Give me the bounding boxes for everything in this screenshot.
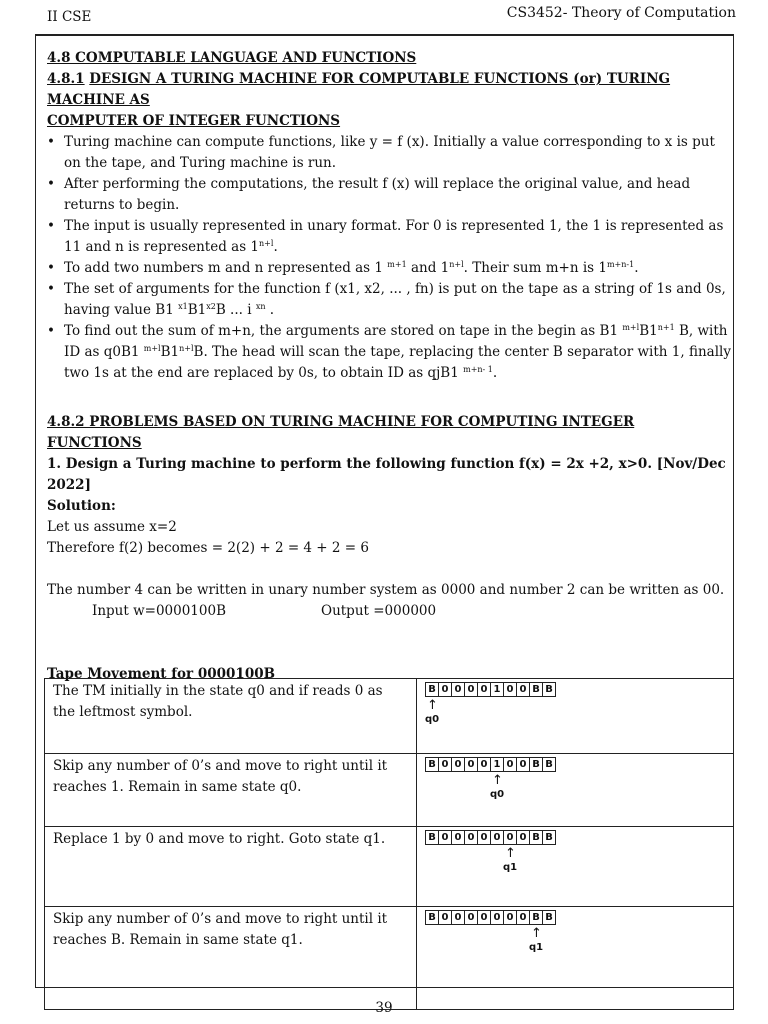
tape-cell: 0 bbox=[516, 910, 530, 925]
tape-cell: 0 bbox=[438, 757, 452, 772]
tape-cell: B bbox=[542, 910, 556, 925]
tape-cell: B bbox=[529, 910, 543, 925]
step-description: The TM initially in the state q0 and if reads 0 as the leftmost symbol. bbox=[45, 679, 417, 754]
bullet-item: • The set of arguments for the function f (x1, x2, ... , fn) is put on the tape as a string of 1s and 0s, having value B1 $^{x1}B1^{x2}B$ ... i $^{xn}$ . bbox=[64, 279, 732, 321]
tape-cell: 0 bbox=[503, 682, 517, 697]
head-state-label: q1 bbox=[503, 862, 518, 873]
subtitle-line-1: DESIGN A TURING MACHINE FOR COMPUTABLE FUNCTIONS (or) TURING MACHINE AS bbox=[47, 71, 671, 108]
header-right: CS3452- Theory of Computation bbox=[506, 5, 736, 21]
table-row bbox=[45, 679, 734, 754]
tape-diagram bbox=[417, 827, 734, 907]
tape-cell: 0 bbox=[516, 830, 530, 845]
tape-movement-title: Tape Movement for 0000100B bbox=[47, 666, 276, 682]
tape-cell: 0 bbox=[516, 757, 530, 772]
solution-line: The number 4 can be written in unary number system as 0000 and number 2 can be written as 00. bbox=[47, 582, 725, 598]
tape-cell: 0 bbox=[490, 830, 504, 845]
tape-cell: 0 bbox=[477, 830, 491, 845]
solution-line: Therefore f(2) becomes = 2(2) + 2 = 4 + 2 = 6 bbox=[47, 540, 369, 556]
tape-cell: 0 bbox=[477, 682, 491, 697]
tape-cell: 1 bbox=[490, 682, 504, 697]
step-description: Skip any number of 0’s and move to right until it reaches 1. Remain in same state q0. bbox=[45, 754, 417, 827]
tape-cell: B bbox=[542, 682, 556, 697]
head-arrow-icon: ↑ bbox=[531, 926, 542, 941]
tape-cell: 0 bbox=[464, 682, 478, 697]
bullet-list bbox=[47, 132, 732, 384]
tape-cell: 0 bbox=[503, 830, 517, 845]
tape-cell: B bbox=[542, 757, 556, 772]
page-content bbox=[47, 48, 732, 685]
head-state-label: q1 bbox=[529, 942, 544, 953]
solution-line: Let us assume x=2 bbox=[47, 519, 177, 535]
head-state-label: q0 bbox=[490, 789, 505, 800]
head-arrow-icon: ↑ bbox=[427, 698, 438, 713]
section-subtitle bbox=[47, 69, 732, 132]
tape-cell: 0 bbox=[516, 682, 530, 697]
bullet-item: • Turing machine can compute functions, like y = f (x). Initially a value corresponding to x is put on the tape, and Turing machine is run. bbox=[64, 132, 732, 174]
table-row bbox=[45, 827, 734, 907]
tape-cell: 0 bbox=[464, 757, 478, 772]
tape-cell: B bbox=[529, 757, 543, 772]
subtitle-line-2: COMPUTER OF INTEGER FUNCTIONS bbox=[47, 113, 341, 129]
tape-diagram bbox=[417, 754, 734, 827]
step-description: Skip any number of 0’s and move to right until it reaches B. Remain in same state q1. bbox=[45, 907, 417, 1010]
solution-label: Solution: bbox=[47, 498, 116, 514]
tape-cell: B bbox=[425, 830, 439, 845]
tape-cell: 0 bbox=[503, 757, 517, 772]
tape-cell: B bbox=[529, 830, 543, 845]
problems-title: 4.8.2 PROBLEMS BASED ON TURING MACHINE FOR COMPUTING INTEGER FUNCTIONS bbox=[47, 414, 635, 451]
io-row bbox=[47, 601, 732, 622]
tape-cell: B bbox=[542, 830, 556, 845]
tape-cell: 0 bbox=[451, 757, 465, 772]
tape-cell: 0 bbox=[503, 910, 517, 925]
table-row bbox=[45, 907, 734, 1010]
head-arrow-icon: ↑ bbox=[505, 846, 516, 861]
tape-cell: B bbox=[529, 682, 543, 697]
tape-cell: 0 bbox=[464, 830, 478, 845]
tape-cell: 0 bbox=[451, 682, 465, 697]
input-string: Input w=0000100B bbox=[92, 603, 226, 619]
question-1: 1. Design a Turing machine to perform the following function f(x) = 2x +2, x>0. [Nov/Dec 2022] bbox=[47, 456, 726, 493]
table-row bbox=[45, 754, 734, 827]
tape-cell: B bbox=[425, 910, 439, 925]
tape-diagram bbox=[417, 679, 734, 754]
tape-cell: B bbox=[425, 757, 439, 772]
tape-cell: 0 bbox=[438, 830, 452, 845]
tape-cell: 1 bbox=[490, 757, 504, 772]
tape-movement-table bbox=[44, 678, 734, 1010]
tape-cell: 0 bbox=[477, 910, 491, 925]
tape-diagram bbox=[417, 907, 734, 1010]
tape-cell: 0 bbox=[451, 830, 465, 845]
bullet-item: • To find out the sum of m+n, the arguments are stored on tape in the begin as B1 $^{m+l}B1^{n+1}$ B, with ID as q0B1 $^{m+l}B1^{n+l}B$. The head will scan the tape, replacing the center B separator with 1, finally two 1s at the end are replaced by 0s, to obtain ID as qjB1 $^{m+n- 1}$. bbox=[64, 321, 732, 384]
head-arrow-icon: ↑ bbox=[492, 773, 503, 788]
tape-cell: 0 bbox=[464, 910, 478, 925]
subtitle-number: 4.8.1 bbox=[47, 71, 85, 87]
tape-cell: 0 bbox=[490, 910, 504, 925]
tape-cell: 0 bbox=[438, 682, 452, 697]
bullet-item: • The input is usually represented in unary format. For 0 is represented 1, the 1 is represented as 11 and n is represented as $1^{n+l}$. bbox=[64, 216, 732, 258]
head-state-label: q0 bbox=[425, 714, 440, 725]
bullet-item: • After performing the computations, the result f (x) will replace the original value, and head returns to begin. bbox=[64, 174, 732, 216]
output-string: Output =000000 bbox=[321, 603, 437, 619]
tape-cell: B bbox=[425, 682, 439, 697]
page-number: 39 bbox=[375, 1000, 393, 1016]
tape-cell: 0 bbox=[438, 910, 452, 925]
section-title: 4.8 COMPUTABLE LANGUAGE AND FUNCTIONS bbox=[47, 50, 417, 66]
header-left: II CSE bbox=[47, 9, 92, 25]
tape-cell: 0 bbox=[477, 757, 491, 772]
step-description: Replace 1 by 0 and move to right. Goto state q1. bbox=[45, 827, 417, 907]
tape-cell: 0 bbox=[451, 910, 465, 925]
bullet-item: • To add two numbers m and n represented as 1 $^{m+1}$ and $1^{n+l}$. Their sum m+n is $1^{m+n-1}$. bbox=[64, 258, 732, 279]
